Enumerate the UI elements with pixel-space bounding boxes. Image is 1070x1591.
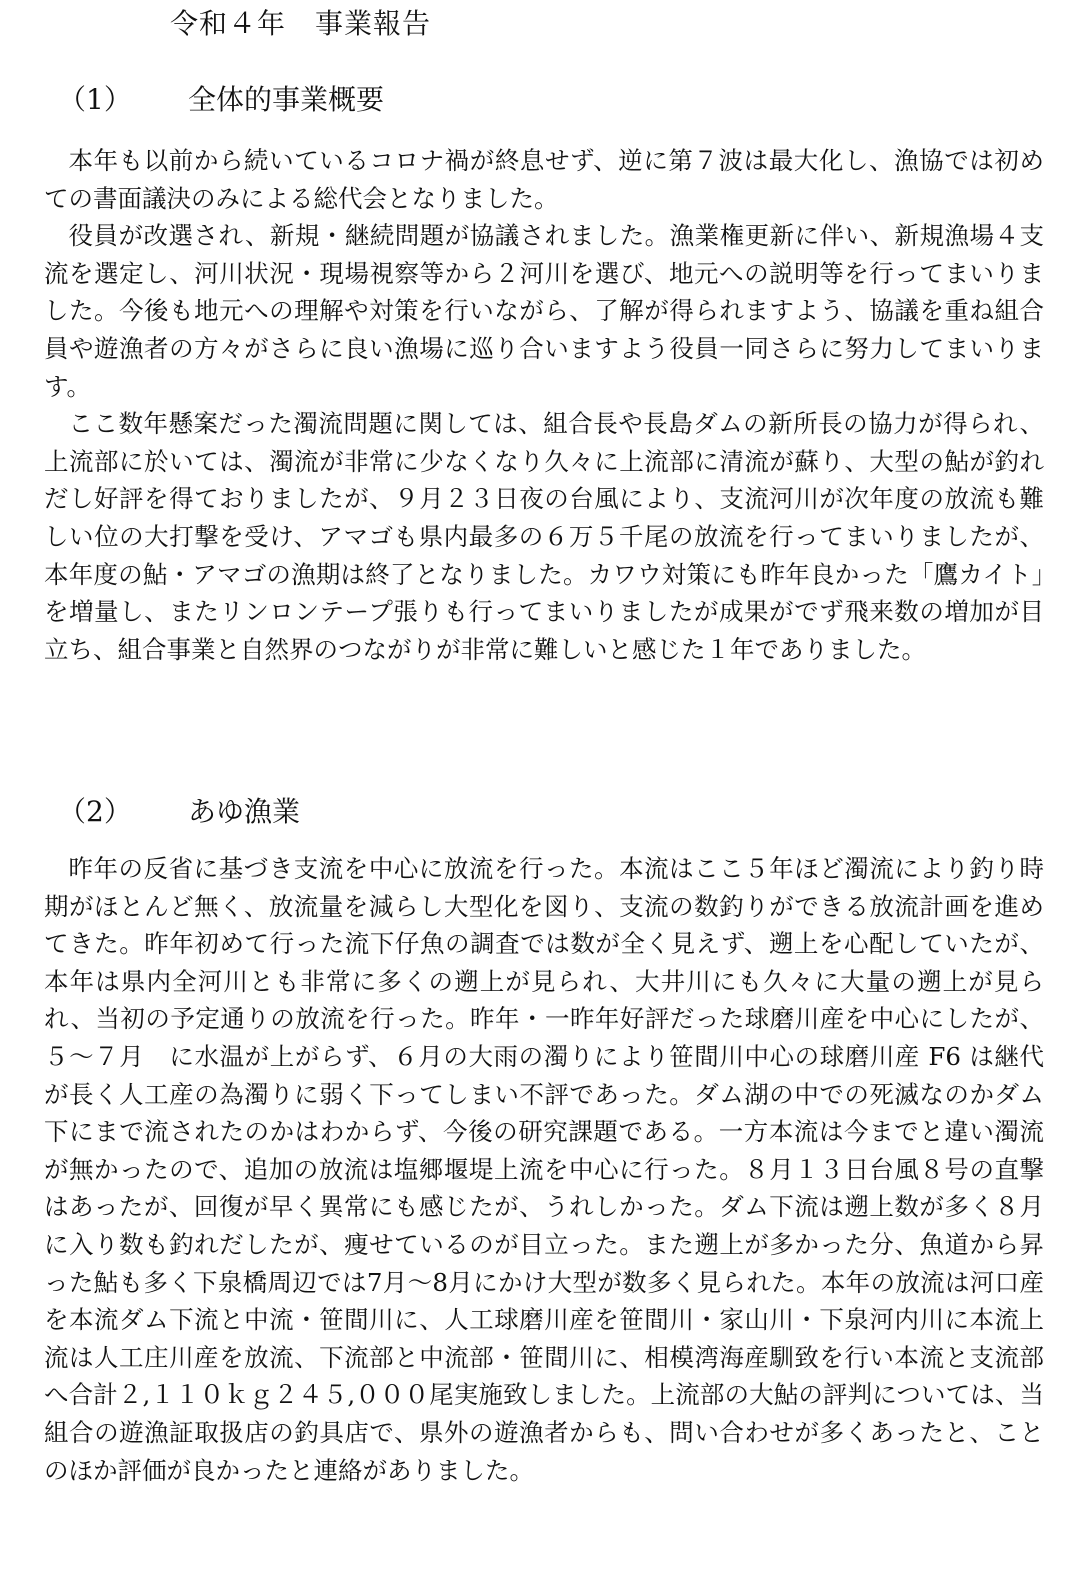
section-2-number: （2） (58, 795, 132, 828)
section-1-paragraph-2: 役員が改選され、新規・継続問題が協議されました。漁業権更新に伴い、新規漁場４支流を選定し、河川状況・現場視察等から２河川を選び、地元への説明等を行ってまいりました。今後も地元への理解や対策を行いながら、了解が得られますよう、協議を重ね組合員や遊漁者の方々がさらに良い漁場に巡り合いますよう役員一同さらに努力してまいります。 (44, 221, 1045, 401)
section-1-number: （1） (58, 83, 132, 116)
section-1-title: 全体的事業概要 (188, 83, 385, 116)
section-2-heading (58, 792, 300, 832)
section-2-title: あゆ漁業 (188, 795, 301, 828)
section-2-body (44, 850, 1044, 1489)
section-1-heading (58, 80, 384, 120)
section-1-paragraph-3: ここ数年懸案だった濁流問題に関しては、組合長や長島ダムの新所長の協力が得られ、上流部に於いては、濁流が非常に少なくなり久々に上流部に清流が蘇り、大型の鮎が釣れだし好評を得ておりましたが、９月２３日夜の台風により、支流河川が次年度の放流も難しい位の大打撃を受け、アマゴも県内最多の６万５千尾の放流を行ってまいりましたが、本年度の鮎・アマゴの漁期は終了となりました。カワウ対策にも昨年良かった「鷹カイト」を増量し、またリンロンテープ張りも行ってまいりましたが成果がでず飛来数の増加が目立ち、組合事業と自然界のつながりが非常に難しいと感じた１年でありました。 (44, 409, 1045, 664)
section-2-paragraph-1: 昨年の反省に基づき支流を中心に放流を行った。本流はここ５年ほど濁流により釣り時期がほとんど無く、放流量を減らし大型化を図り、支流の数釣りができる放流計画を進めてきた。昨年初めて行った流下仔魚の調査では数が全く見えず、遡上を心配していたが、本年は県内全河川とも非常に多くの遡上が見られ、大井川にも久々に大量の遡上が見られ、当初の予定通りの放流を行った。昨年・一昨年好評だった球磨川産を中心にしたが、５～７月 に水温が上がらず、６月の大雨の濁りにより笹間川中心の球磨川産 F6 は継代が長く人工産の為濁りに弱く下ってしまい不評であった。ダム湖の中での死滅なのかダム下にまで流されたのかはわからず、今後の研究課題である。一方本流は今までと違い濁流が無かったので、追加の放流は塩郷堰堤上流を中心に行った。８月１３日台風８号の直撃はあったが、回復が早く異常にも感じたが、うれしかった。ダム下流は遡上数が多く８月に入り数も釣れだしたが、痩せているのが目立った。また遡上が多かった分、魚道から昇った鮎も多く下泉橋周辺では7月～8月にかけ大型が数多く見られた。本年の放流は河口産を本流ダム下流と中流・笹間川に、人工球磨川産を笹間川・家山川・下泉河内川に本流上流は人工庄川産を放流、下流部と中流部・笹間川に、相模湾海産馴致を行い本流と支流部へ合計２,１１０ｋｇ２４５,０００尾実施致しました。上流部の大鮎の評判については、当組合の遊漁証取扱店の釣具店で、県外の遊漁者からも、問い合わせが多くあったと、ことのほか評価が良かったと連絡がありました。 (44, 854, 1044, 1485)
document-title: 令和４年 事業報告 (170, 7, 432, 40)
section-1-paragraph-1: 本年も以前から続いているコロナ禍が終息せず、逆に第７波は最大化し、漁協では初めての書面議決のみによる総代会となりました。 (44, 146, 1044, 213)
section-1-body (44, 142, 1044, 668)
